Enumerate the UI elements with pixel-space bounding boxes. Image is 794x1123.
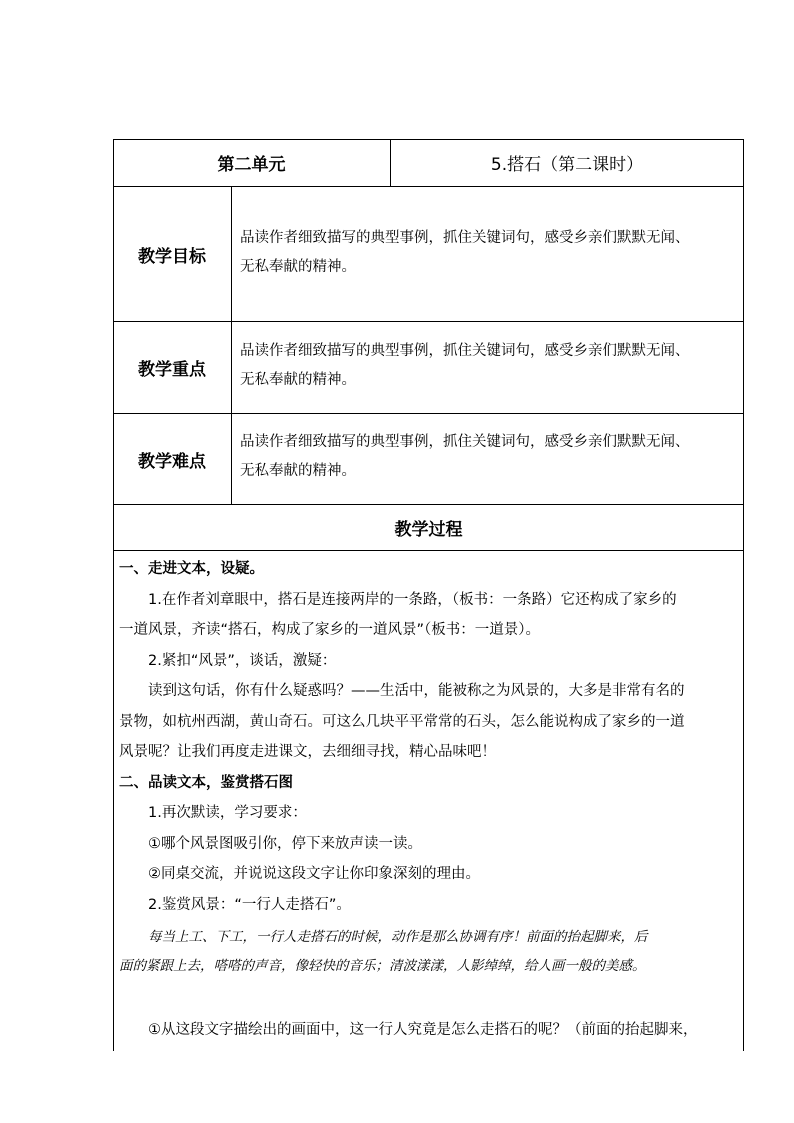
difficulty-label: 教学难点 xyxy=(138,451,206,472)
text-line: 品读作者细致描写的典型事例，抓住关键词句，感受乡亲们默默无闻、 xyxy=(240,434,690,450)
process-content xyxy=(113,550,744,1051)
objective-label: 教学目标 xyxy=(138,246,206,267)
unit-title: 第二单元 xyxy=(217,155,286,175)
paragraph-line: 景物，如杭州西湖，黄山奇石。可这么几块平平常常的石头，怎么能说构成了家乡的一道 xyxy=(119,714,685,730)
quote-line: 每当上工、下工，一行人走搭石的时候，动作是那么协调有序！前面的抬起脚来，后 xyxy=(148,929,648,945)
paragraph-line: 一道风景，齐读“搭石，构成了家乡的一道风景”（板书：一道景）。 xyxy=(119,622,541,638)
objective-text xyxy=(232,224,743,282)
text-line: 品读作者细致描写的典型事例，抓住关键词句，感受乡亲们默默无闻、 xyxy=(240,343,690,359)
section-heading: 一、走进文本，设疑。 xyxy=(119,561,264,577)
paragraph-line: 2.鉴赏风景：“一行人走搭石”。 xyxy=(148,897,351,913)
difficulty-text xyxy=(232,428,743,486)
lesson-title: 5.搭石（第二课时） xyxy=(490,155,644,175)
text-line: 无私奉献的精神。 xyxy=(240,463,356,479)
lesson-plan-table xyxy=(113,139,744,1051)
paragraph-line: ②同桌交流，并说说这段文字让你印象深刻的理由。 xyxy=(148,866,480,882)
paragraph-line: ①哪个风景图吸引你，停下来放声读一读。 xyxy=(148,836,422,852)
text-line: 无私奉献的精神。 xyxy=(240,372,356,388)
paragraph-line: 读到这句话，你有什么疑惑吗？——生活中，能被称之为风景的，大多是非常有名的 xyxy=(148,683,685,699)
text-line: 品读作者细致描写的典型事例，抓住关键词句，感受乡亲们默默无闻、 xyxy=(240,230,690,246)
section-heading: 二、品读文本，鉴赏搭石图 xyxy=(119,775,293,791)
process-title: 教学过程 xyxy=(394,520,463,540)
text-line: 无私奉献的精神。 xyxy=(240,259,356,275)
key-point-label: 教学重点 xyxy=(138,360,206,380)
quote-line: 面的紧跟上去，嗒嗒的声音，像轻快的音乐；清波漾漾，人影绰绰，给人画一般的美感。 xyxy=(119,958,646,974)
paragraph-line: 1.再次默读，学习要求： xyxy=(148,805,307,821)
key-point-text xyxy=(232,337,743,395)
paragraph-line: 风景呢？让我们再度走进课文，去细细寻找，精心品味吧！ xyxy=(119,744,496,760)
paragraph-line: 1.在作者刘章眼中，搭石是连接两岸的一条路，（板书：一条路）它还构成了家乡的 xyxy=(148,592,677,608)
paragraph-line: ①从这段文字描绘出的画面中，这一行人究竟是怎么走搭石的呢？（前面的抬起脚来， xyxy=(148,1022,698,1038)
paragraph-line: 2.紧扣“风景”，谈话，激疑： xyxy=(148,653,337,669)
